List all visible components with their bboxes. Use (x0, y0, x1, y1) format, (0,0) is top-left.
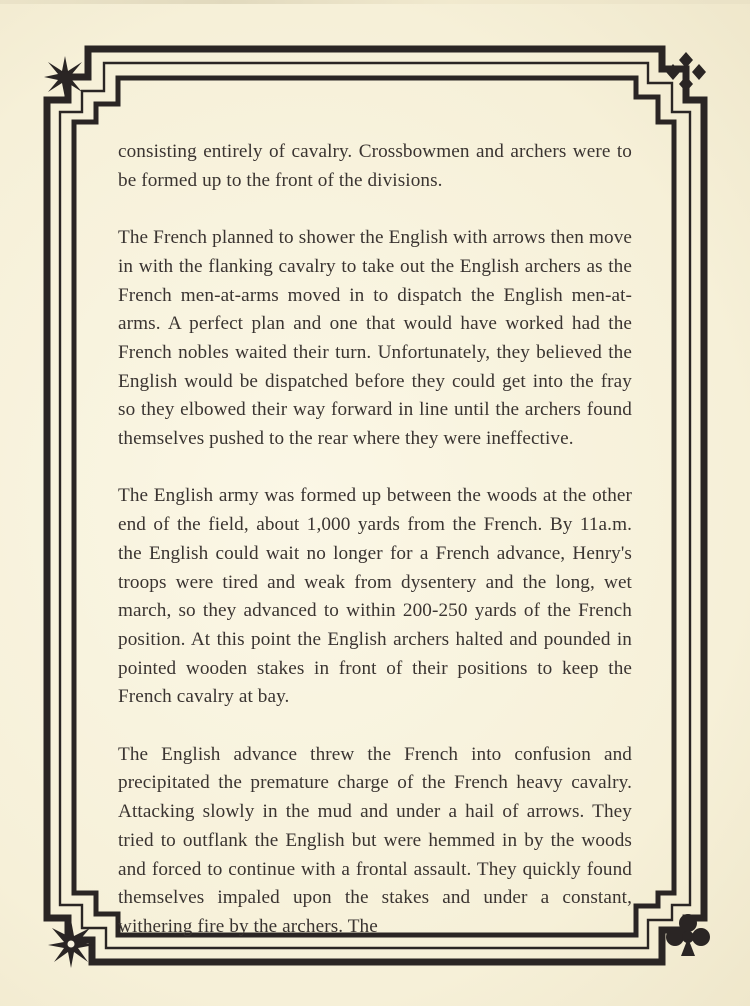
starburst-icon (46, 918, 96, 970)
star-icon (42, 54, 88, 100)
club-icon (662, 910, 714, 962)
body-text (118, 138, 632, 942)
paragraph-3: The English army was formed up between the woods at the other end of the field, about 1,000 yards from the French. By 11a.m. the English could wait no longer for a French advance, Henry's troops were tired and weak from dysentery and the long, wet march, so they advanced to within 200-250 yards of the French position. At this point the English archers halted and pounded in pointed wooden stakes in front of their positions to keep the French cavalry at bay. (118, 485, 632, 708)
paragraph-1: consisting entirely of cavalry. Crossbowmen and archers were to be formed up to the front of the divisions. (118, 141, 632, 191)
paragraph-4: The English advance threw the French into confusion and precipitated the premature charge of the French heavy cavalry. Attacking slowly in the mud and under a hail of arrows. They tried to outflank the English but were hemmed in by the woods and forced to continue with a frontal assault. They quickly found themselves impaled upon the stakes and under a constant, withering fire by the archers. The (118, 743, 632, 937)
diamond-cluster-icon (662, 50, 710, 96)
paragraph-2: The French planned to shower the English with arrows then move in with the flanking cavalry to take out the English archers as the French men-at-arms moved in to dispatch the English men-at-arms. A perfect plan and one that would have worked had the French nobles waited their turn. Unfortunately, they believed the English would be dispatched before they could get into the fray so they elbowed their way forward in line until the archers found themselves pushed to the rear where they were ineffective. (118, 227, 632, 450)
